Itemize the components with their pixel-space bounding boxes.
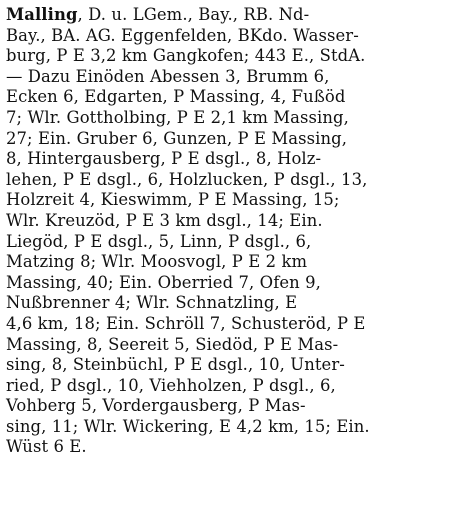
entry-line-12: Liegöd, P E dsgl., 5, Linn, P dsgl., 6, bbox=[6, 231, 312, 251]
entry-line-22: Wüst 6 E. bbox=[6, 437, 87, 457]
entry-line-1 bbox=[6, 5, 456, 26]
entry-line-19: ried, P dsgl., 10, Viehholzen, P dsgl., 6, bbox=[6, 375, 336, 395]
entry-line-17: Massing, 8, Seereit 5, Siedöd, P E Mas- bbox=[6, 334, 339, 354]
entry-line-5: Ecken 6, Edgarten, P Massing, 4, Fußöd bbox=[6, 87, 346, 107]
entry-line-10: Holzreit 4, Kieswimm, P E Massing, 15; bbox=[6, 190, 340, 210]
entry-line-21: sing, 11; Wlr. Wickering, E 4,2 km, 15; Ein. bbox=[6, 416, 370, 436]
entry-line-14: Massing, 40; Ein. Oberried 7, Ofen 9, bbox=[6, 272, 321, 292]
entry-line-16: 4,6 km, 18; Ein. Schröll 7, Schusteröd, P E bbox=[6, 313, 366, 333]
entry-line-2: Bay., BA. AG. Eggenfelden, BKdo. Wasser- bbox=[6, 25, 359, 45]
entry-line-7: 27; Ein. Gruber 6, Gunzen, P E Massing, bbox=[6, 128, 348, 148]
entry-line-15: Nußbrenner 4; Wlr. Schnatzling, E bbox=[6, 293, 298, 313]
entry-line-13: Matzing 8; Wlr. Moosvogl, P E 2 km bbox=[6, 252, 308, 272]
entry-line-4: — Dazu Einöden Abessen 3, Brumm 6, bbox=[6, 66, 330, 86]
entry-line-1-text: , D. u. LGem., Bay., RB. Nd- bbox=[77, 5, 310, 24]
entry-headword: Malling bbox=[6, 5, 78, 24]
entry-line-8: 8, Hintergausberg, P E dsgl., 8, Holz- bbox=[6, 149, 322, 169]
entry-line-9: lehen, P E dsgl., 6, Holzlucken, P dsgl., 13, bbox=[6, 169, 368, 189]
directory-entry bbox=[6, 5, 456, 458]
entry-line-18: sing, 8, Steinbüchl, P E dsgl., 10, Unter- bbox=[6, 355, 345, 375]
entry-line-20: Vohberg 5, Vordergausberg, P Mas- bbox=[6, 396, 306, 416]
entry-line-6: 7; Wlr. Gottholbing, P E 2,1 km Massing, bbox=[6, 107, 349, 127]
entry-line-11: Wlr. Kreuzöd, P E 3 km dsgl., 14; Ein. bbox=[6, 210, 323, 230]
entry-line-3: burg, P E 3,2 km Gangkofen; 443 E., StdA. bbox=[6, 46, 366, 66]
